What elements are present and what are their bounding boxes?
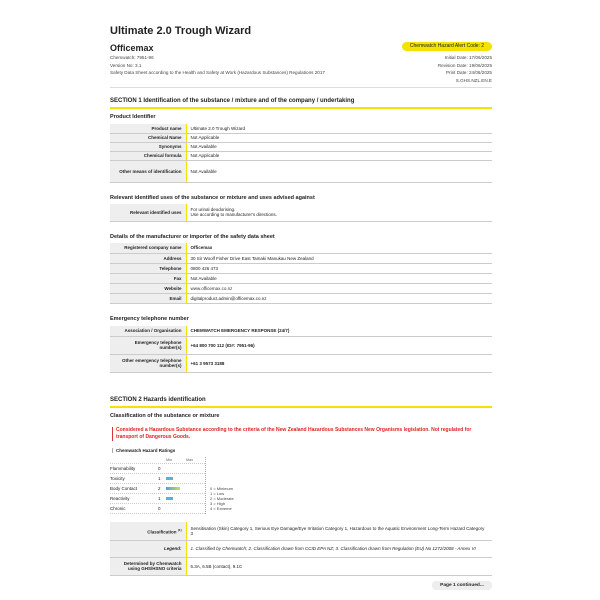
doc-code: S.GHS.NZL.EN.E (455, 77, 492, 83)
section-rule (110, 406, 492, 408)
row-value: Not Available (186, 160, 492, 182)
rating-value: 0 (158, 506, 161, 511)
rating-value: 0 (158, 466, 161, 471)
row-label: Product name (110, 124, 186, 133)
row-value: Ultimate 2.0 Trough Wizard (186, 124, 492, 133)
rating-value: 2 (158, 486, 161, 491)
row-label: Email (110, 293, 186, 303)
row-value: Not Available (186, 273, 492, 283)
row-label: Determined by Chemwatch using GHS/HSNO criteria (110, 557, 186, 575)
table-row (110, 243, 492, 253)
hazard-warning: Considered a Hazardous Substance according to the criteria of the New Zealand Hazardous Substances New Organisms legislation. Not regulated for transport of Dangerous Goods. (112, 427, 492, 441)
uses-table (110, 204, 492, 222)
uses-heading: Relevant identified uses of the substance or mixture and uses advised against (110, 195, 315, 201)
label-text: Classification (147, 529, 177, 534)
revision-date: Revision Date: 19/06/2025 (437, 62, 492, 68)
rating-value: 1 (158, 496, 161, 501)
row-label: Website (110, 283, 186, 293)
row-value (186, 204, 492, 221)
rating-name: Body Contact (110, 486, 138, 491)
table-row (110, 522, 492, 540)
table-row (110, 273, 492, 283)
page-continued: Page 1 continued... (432, 581, 492, 590)
rating-bar (166, 477, 173, 480)
rating-row (110, 464, 205, 474)
row-value: Not Applicable (186, 133, 492, 142)
row-value: Not Applicable (186, 151, 492, 160)
rating-row (110, 484, 205, 494)
classification-table (110, 522, 492, 576)
legend-item: 2 = Moderate (210, 496, 234, 501)
row-value: 6.3A, 6.5B (contact), 9.1C (186, 557, 492, 575)
row-value (186, 540, 492, 557)
website-link[interactable]: www.officemax.co.nz (190, 285, 233, 291)
row-value: +64 800 700 112 (ID#: 7951-96) (186, 336, 492, 354)
version: Version No: 3.1 (110, 62, 142, 68)
table-row (110, 557, 492, 575)
hazard-alert-badge: Chemwatch Hazard Alert Code: 2 (402, 42, 492, 51)
legend-item: 4 = Extreme (210, 506, 232, 511)
sds-regulation: Safety Data Sheet according to the Health and Safety at Work (Hazardous Substances) Regulations 2017 (110, 70, 325, 76)
rating-bar (166, 497, 173, 500)
legend-item: 3 = High (210, 501, 226, 506)
row-value: 30 Sir Woolf Fisher Drive East Tamaki Manukau New Zealand (186, 253, 492, 263)
table-row (110, 354, 492, 372)
hazard-ratings-heading: Chemwatch Hazard Ratings (112, 448, 175, 453)
rating-name: Reactivity (110, 496, 130, 501)
manufacturer-heading: Details of the manufacturer or importer of the safety data sheet (110, 234, 275, 240)
table-row (110, 151, 492, 160)
section2-title: SECTION 2 Hazards identification (110, 397, 206, 403)
row-label: Telephone (110, 263, 186, 273)
hazard-ratings-table (110, 457, 206, 514)
row-label: Address (110, 253, 186, 263)
max-label: Max (186, 458, 194, 462)
classification-heading: Classification of the substance or mixture (110, 413, 220, 419)
row-value: Officemax (186, 243, 492, 253)
legend-item: 0 = Minimum (210, 486, 234, 491)
emergency-table (110, 326, 492, 373)
rating-row (110, 474, 205, 484)
chemwatch-id: Chemwatch: 7951-96 (110, 55, 154, 60)
ratings-header (110, 457, 205, 464)
rating-row (110, 504, 205, 514)
company-name: Officemax (110, 43, 154, 53)
row-value: CHEMWATCH EMERGENCY RESPONSE (24/7) (186, 326, 492, 336)
row-label: Synonyms (110, 142, 186, 151)
row-label: Fax (110, 273, 186, 283)
doc-meta (110, 54, 325, 77)
row-label (110, 522, 186, 540)
divider (110, 87, 492, 88)
row-label: Emergency telephone number(s) (110, 336, 186, 354)
row-value: digitalproduct.admin@officemax.co.nz (186, 293, 492, 303)
rating-value: 1 (158, 476, 161, 481)
row-label: Chemical Name (110, 133, 186, 142)
ratings-legend (210, 486, 234, 511)
row-value (186, 283, 492, 293)
table-row (110, 326, 492, 336)
footnote: [1] (177, 527, 182, 532)
rating-bar (166, 487, 180, 490)
row-label: Relevant identified uses (110, 204, 186, 221)
table-row (110, 133, 492, 142)
row-label (110, 540, 186, 557)
table-row (110, 124, 492, 133)
row-value: +61 3 9573 3188 (186, 354, 492, 372)
rating-row (110, 494, 205, 504)
use-line: For urinal deodorising. (190, 207, 236, 213)
dates (438, 54, 492, 84)
rating-name: Flammability (110, 466, 136, 471)
min-label: Min (166, 458, 173, 462)
table-row (110, 283, 492, 293)
legend-text: 1. Classified by Chemwatch; 2. Classification drawn from CCID EPA NZ; 3. Classification drawn from Regulation (EU) No 1272/2008 - Annex VI (190, 546, 476, 551)
table-row (110, 204, 492, 221)
table-row (110, 253, 492, 263)
row-label: Chemical formula (110, 151, 186, 160)
row-value: 0800 426 473 (186, 263, 492, 273)
row-label: Other means of identification (110, 160, 186, 182)
row-label: Registered company name (110, 243, 186, 253)
product-identifier-table (110, 124, 492, 183)
initial-date: Initial Date: 17/06/2025 (444, 55, 492, 60)
table-row (110, 142, 492, 151)
table-row (110, 336, 492, 354)
emergency-heading: Emergency telephone number (110, 316, 189, 322)
section1-title: SECTION 1 Identification of the substance / mixture and of the company / undertaking (110, 98, 355, 104)
row-value: Sensitisation (Skin) Category 1, Serious Eye Damage/Eye Irritation Category 1, Hazardous to the Aquatic Environment Long-Term Hazard Category 3 (186, 522, 492, 540)
document-title: Ultimate 2.0 Trough Wizard (110, 25, 252, 37)
legend-item: 1 = Low (210, 491, 225, 496)
table-row (110, 263, 492, 273)
table-row (110, 293, 492, 303)
print-date: Print Date: 24/06/2025 (446, 70, 492, 76)
manufacturer-table (110, 243, 492, 304)
row-label: Other emergency telephone number(s) (110, 354, 186, 372)
table-row (110, 160, 492, 182)
product-identifier-heading: Product Identifier (110, 114, 156, 120)
row-value: Not Available (186, 142, 492, 151)
rating-name: Toxicity (110, 476, 125, 481)
label-text: Legend: (164, 546, 182, 551)
table-row (110, 540, 492, 557)
section-rule (110, 107, 492, 109)
row-label: Association / Organisation (110, 326, 186, 336)
rating-name: Chronic (110, 506, 126, 511)
use-line: Use according to manufacturer's directions. (190, 212, 277, 218)
